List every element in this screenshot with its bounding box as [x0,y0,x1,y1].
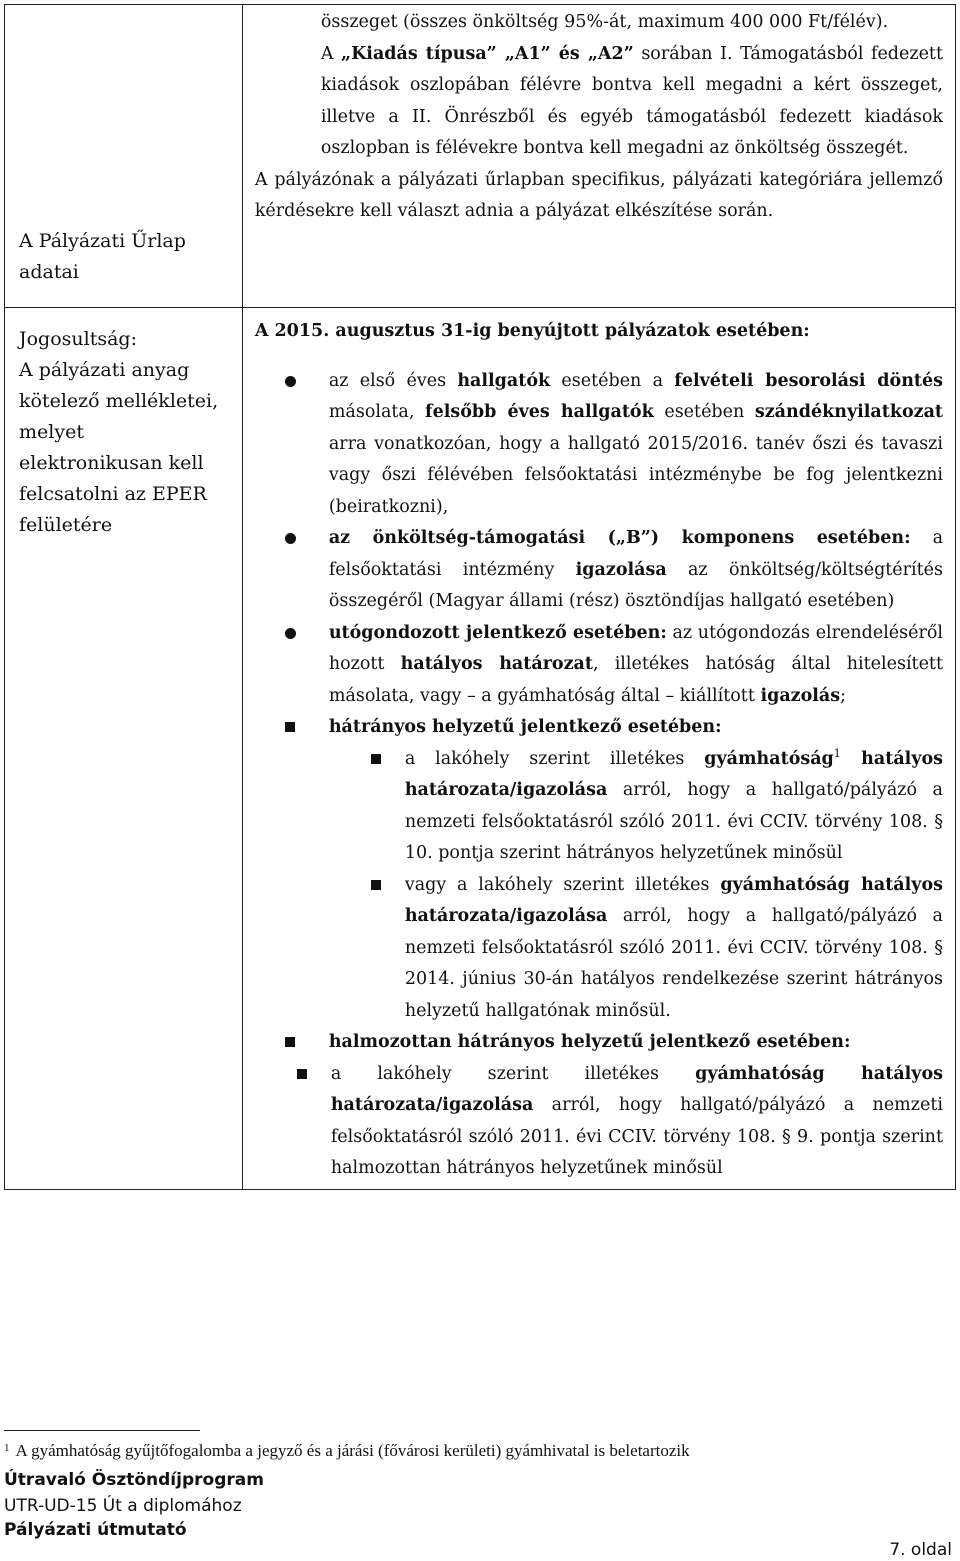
row-label: A Pályázati Űrlap adatai [19,230,186,283]
sub-list [329,744,943,1028]
square-bullet-icon [285,1037,295,1047]
label-text: A pályázati anyag kötelező mellékletei, melyet elektronikusan kell felcsatolni az EPER felületére [19,359,219,536]
list-item: az első éves hallgatók esetében a felvételi besorolási döntés másolata, felsőbb éves hallgatók esetében szándéknyilatkozat arra vonatkozóan, hogy a hallgató 2015/2016. tanév őszi és tavaszi vagy őszi félévében felsőoktatási intézménybe be fog jelentkezni (beiratkozni), [255,366,943,524]
bullet-icon [285,628,296,639]
section-heading: A 2015. augusztus 31-ig benyújtott pályázatok esetében: [254,321,810,341]
square-bullet-icon [297,1069,307,1079]
list-item: utógondozott jelentkező esetében: az utógondozás elrendeléséről hozott hatályos határozat, illetékes hatóság által hitelesített másolata, vagy – a gyámhatóság által – kiállított igazolás; [255,618,943,713]
footer-code: UTR-UD-15 Út a diplomához [4,1496,242,1516]
label-heading: Jogosultság: [19,328,137,350]
square-bullet-icon [371,754,381,764]
content-cell [242,5,955,308]
footnote-text: A gyámhatóság gyűjtőfogalomba a jegyző és a járási (fővárosi kerületi) gyámhivatal is beletartozik [15,1441,690,1460]
sub-list [329,1059,943,1185]
footnote-divider [4,1430,200,1431]
attachment-list [255,366,943,1185]
list-item: hátrányos helyzetű jelentkező esetében: a lakóhely szerint illetékes gyámhatóság$^1$ hatályos határozata/igazolása arról, hogy a hallgató/pályázó a nemzeti felsőoktatásról szóló 2011. évi CCIV. törvény 108. § 10. pontja szerint hátrányos helyzetűnek minősül vagy a lakóhely szerint illetékes gyámhatóság hatályos határozata/igazolása arról, hogy a hallgató/pályázó a nemzeti felsőoktatásról szóló 2011. évi CCIV. törvény 108. § 2014. június 30-án hatályos rendelkezése szerint hátrányos helyzetű hallgatónak minősül. [255,712,943,1027]
sub-list-item: a lakóhely szerint illetékes gyámhatóság hatályos határozata/igazolása arról, hogy hallgató/pályázó a nemzeti felsőoktatásról szóló 2011. évi CCIV. törvény 108. § 9. pontja szerint halmozottan hátrányos helyzetűnek minősül [255,1059,943,1185]
row-eligibility [5,308,956,1190]
square-bullet-icon [371,880,381,890]
paragraph: összeget (összes önköltség 95%-át, maximum 400 000 Ft/félév). [320,12,889,32]
bullet-icon [285,376,296,387]
list-item: halmozottan hátrányos helyzetű jelentkező esetében: a lakóhely szerint illetékes gyámhatóság hatályos határozata/igazolása arról, hogy hallgató/pályázó a nemzeti felsőoktatásról szóló 2011. évi CCIV. törvény 108. § 9. pontja szerint halmozottan hátrányos helyzetűnek minősül [255,1027,943,1185]
bullet-icon [285,533,296,544]
sub-list-item: vagy a lakóhely szerint illetékes gyámhatóság hatályos határozata/igazolása arról, hogy a hallgató/pályázó a nemzeti felsőoktatásról szóló 2011. évi CCIV. törvény 108. § 2014. június 30-án hatályos rendelkezése szerint hátrányos helyzetű hallgatónak minősül. [255,870,943,1028]
sub-list-item: a lakóhely szerint illetékes gyámhatóság$^1$ hatályos határozata/igazolása arról, hogy a hallgató/pályázó a nemzeti felsőoktatásról szóló 2011. évi CCIV. törvény 108. § 10. pontja szerint hátrányos helyzetűnek minősül [255,744,943,870]
list-item: az önköltség-támogatási („B”) komponens esetében: a felsőoktatási intézmény igazolása az önköltség/költségtérítés összegéről (Magyar állami (rész) ösztöndíjas hallgató esetében) [255,523,943,618]
footnote-ref: 1 [833,746,841,760]
content-cell [242,308,955,1190]
square-bullet-icon [285,722,295,732]
footnote-number: 1 [4,1442,10,1454]
label-cell [5,308,243,1190]
page-number: 7. oldal [889,1540,952,1560]
footnote [4,1441,690,1461]
label-cell [5,5,243,308]
paragraph: A „Kiadás típusa” „A1” és „A2” sorában I. Támogatásból fedezett kiadások oszlopában félévre bontva kell megadni a kért összeget, illetve a II. Önrészből és egyéb támogatásból fedezett kiadások oszlopban is félévekre bontva kell megadni az önköltség összegét. [320,43,944,158]
footer-program: Útravaló Ösztöndíjprogram [4,1470,264,1490]
paragraph: A pályázónak a pályázati űrlapban specifikus, pályázati kategóriára jellemző kérdésekre kell választ adnia a pályázat elkészítése során. [254,169,943,221]
row-label [5,308,242,541]
footer-doc-title: Pályázati útmutató [4,1520,187,1540]
row-form-data [5,5,956,308]
content-table [4,4,956,1190]
